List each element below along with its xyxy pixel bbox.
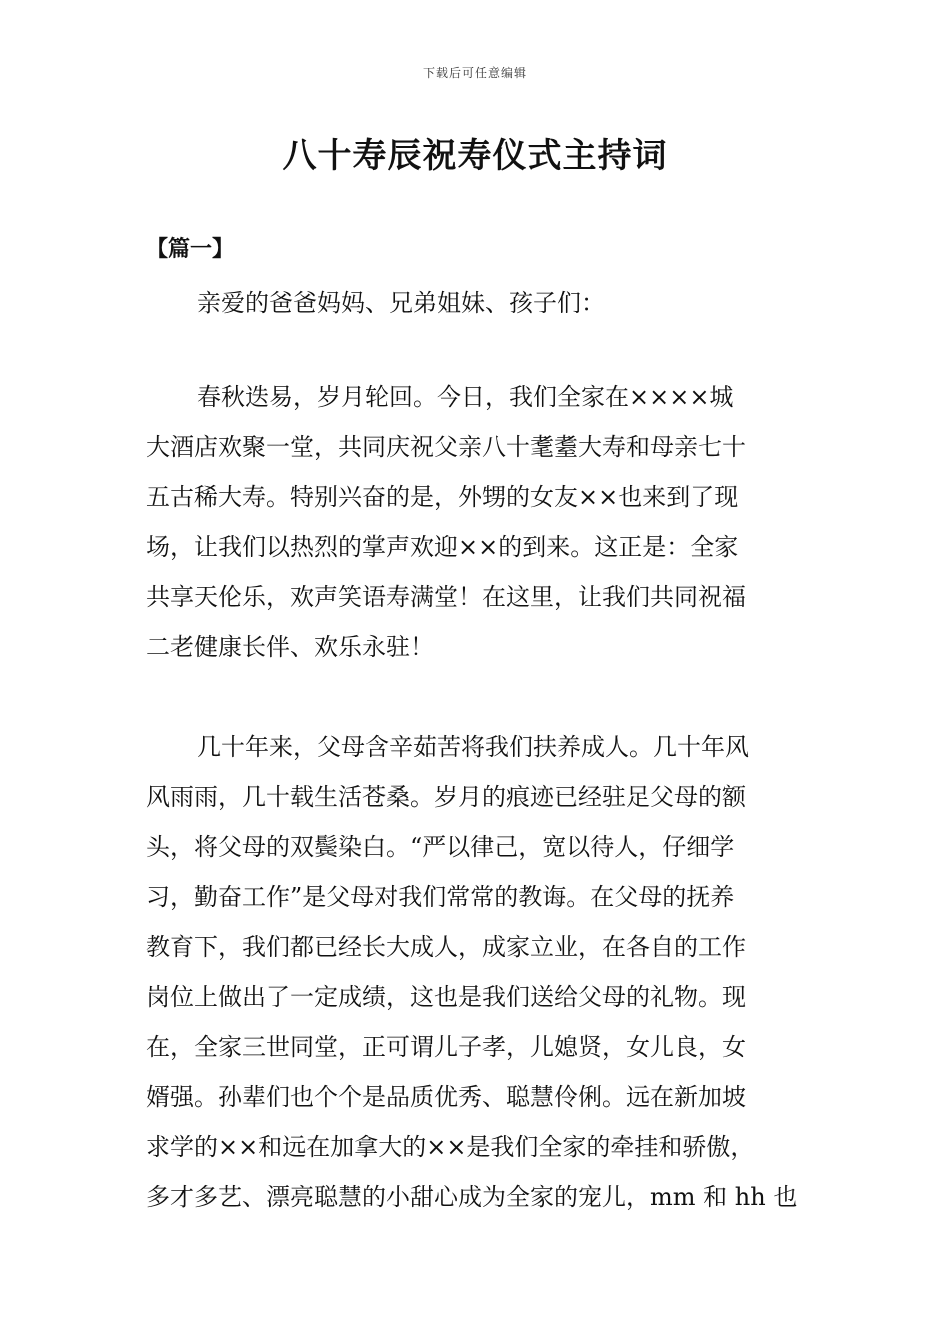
paragraph-2	[146, 722, 826, 1222]
paragraph-line: 习，勤奋工作”是父母对我们常常的教诲。在父母的抚养	[146, 883, 735, 911]
paragraph-line: 春秋迭易，岁月轮回。今日，我们全家在××××城	[197, 383, 734, 411]
header-note: 下载后可任意编辑	[422, 66, 527, 80]
paragraph-line: 五古稀大寿。特别兴奋的是，外甥的女友××也来到了现	[146, 483, 739, 511]
paragraph-line: 头，将父母的双鬓染白。“严以律己，宽以待人，仔细学	[146, 833, 735, 861]
paragraph-line: 大酒店欢聚一堂，共同庆祝父亲八十耄耋大寿和母亲七十	[146, 433, 746, 461]
paragraph-line: 岗位上做出了一定成绩，这也是我们送给父母的礼物。现	[146, 983, 746, 1011]
paragraph-line: 场，让我们以热烈的掌声欢迎××的到来。这正是：全家	[146, 533, 739, 561]
paragraph-line: 风雨雨，几十载生活苍桑。岁月的痕迹已经驻足父母的额	[146, 783, 746, 811]
paragraph-line: 二老健康长伴、欢乐永驻！	[146, 633, 434, 661]
paragraph-line: 教育下，我们都已经长大成人，成家立业，在各自的工作	[146, 933, 746, 961]
document-title: 八十寿辰祝寿仪式主持词	[282, 136, 668, 176]
paragraph-line: 几十年来，父母含辛茹苦将我们扶养成人。几十年风	[197, 733, 749, 761]
paragraph-line: 共享天伦乐，欢声笑语寿满堂！在这里，让我们共同祝福	[146, 583, 746, 611]
paragraph-line: 在，全家三世同堂，正可谓儿子孝，儿媳贤，女儿良，女	[146, 1033, 746, 1061]
section-label: 【篇一】	[146, 237, 235, 262]
paragraph-line: 多才多艺、漂亮聪慧的小甜心成为全家的宠儿，mm 和 hh 也	[146, 1183, 798, 1211]
salutation: 亲爱的爸爸妈妈、兄弟姐妹、孩子们：	[197, 289, 605, 317]
paragraph-1	[146, 372, 826, 672]
paragraph-line: 求学的××和远在加拿大的××是我们全家的牵挂和骄傲，	[146, 1133, 755, 1161]
paragraph-line: 婿强。孙辈们也个个是品质优秀、聪慧伶俐。远在新加坡	[146, 1083, 746, 1111]
